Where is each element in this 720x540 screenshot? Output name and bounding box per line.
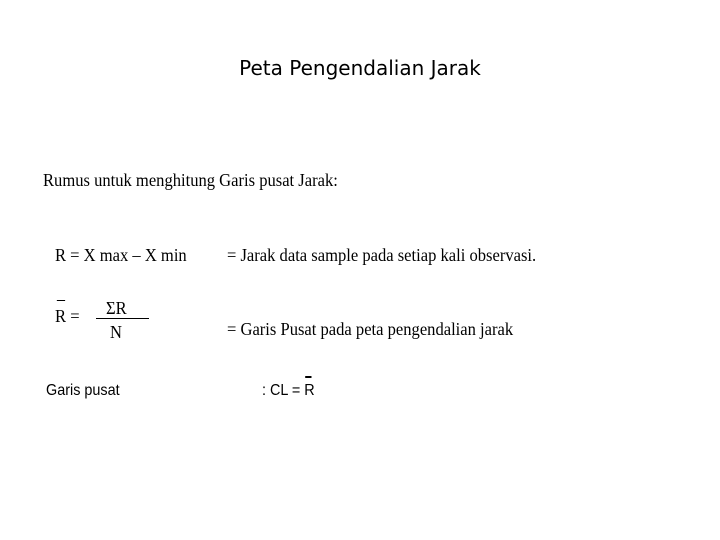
center-line-prefix: : CL = — [262, 382, 305, 399]
rbar-description: = Garis Pusat pada peta pengendalian jarak — [227, 319, 514, 339]
rbar-equals: = — [66, 306, 80, 326]
rbar-symbol: R — [55, 306, 67, 326]
center-line-label: Garis pusat — [46, 382, 120, 399]
formula-heading: Rumus untuk menghitung Garis pusat Jarak: — [43, 170, 338, 190]
center-line-rbar: R — [304, 382, 315, 399]
range-formula: R = X max – X min — [55, 245, 187, 265]
rbar-denominator: N — [110, 322, 122, 342]
rbar-numerator: ΣR — [106, 298, 127, 318]
range-description: = Jarak data sample pada setiap kali observasi. — [227, 245, 537, 265]
rbar-formula-lhs — [55, 306, 80, 327]
slide-title: Peta Pengendalian Jarak — [239, 56, 481, 80]
fraction-bar — [96, 318, 149, 319]
center-line-formula — [262, 382, 315, 400]
